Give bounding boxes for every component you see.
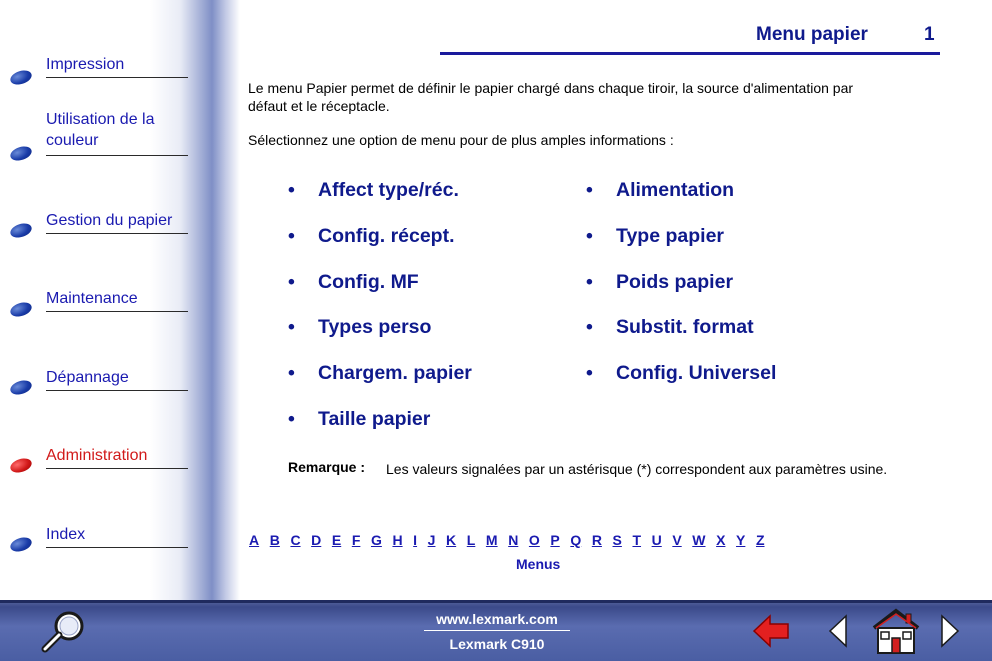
note-label: Remarque : (288, 459, 366, 475)
next-page-icon[interactable] (940, 614, 960, 648)
option-config-recept[interactable] (288, 225, 455, 248)
option-config-universel[interactable] (586, 362, 776, 385)
alpha-link-b[interactable]: B (269, 532, 280, 548)
alpha-link-f[interactable]: F (351, 532, 361, 548)
previous-page-icon[interactable] (828, 614, 848, 648)
alpha-link-c[interactable]: C (290, 532, 301, 548)
option-label: Type papier (616, 225, 725, 247)
bullet: • (586, 179, 593, 201)
alpha-link-e[interactable]: E (331, 532, 342, 548)
option-label: Config. récept. (318, 225, 455, 247)
alpha-link-w[interactable]: W (692, 532, 706, 548)
option-config-mf[interactable] (288, 271, 419, 294)
note-text: Les valeurs signalées par un astérisque (*) correspondent aux paramètres usine. (386, 461, 888, 477)
option-types-perso[interactable] (288, 316, 431, 339)
divider (46, 547, 188, 548)
option-label: Alimentation (616, 179, 735, 201)
option-label: Chargem. papier (318, 362, 472, 384)
sidebar-item-label: Gestion du papier (46, 212, 173, 229)
alpha-link-g[interactable]: G (370, 532, 382, 548)
search-icon[interactable] (38, 609, 90, 655)
option-chargem-papier[interactable] (288, 362, 472, 385)
option-affect-type[interactable] (288, 179, 459, 202)
divider (46, 311, 188, 312)
alphabet-index (249, 532, 775, 548)
alpha-link-h[interactable]: H (392, 532, 403, 548)
blue-bullet-icon (9, 221, 34, 240)
option-poids-papier[interactable] (586, 271, 733, 294)
alpha-link-m[interactable]: M (485, 532, 498, 548)
alpha-link-u[interactable]: U (651, 532, 662, 548)
divider (46, 233, 188, 234)
blue-bullet-icon (9, 144, 34, 163)
sidebar-item-label: Utilisation de la (46, 111, 155, 128)
alpha-link-j[interactable]: J (427, 532, 436, 548)
option-label: Taille papier (318, 408, 431, 430)
sidebar-item-label: Administration (46, 447, 148, 464)
option-type-papier[interactable] (586, 225, 724, 248)
bullet: • (288, 362, 295, 384)
option-substit-format[interactable] (586, 316, 754, 339)
alpha-link-n[interactable]: N (508, 532, 519, 548)
blue-bullet-icon (9, 378, 34, 397)
sidebar-item-label: Impression (46, 56, 125, 73)
back-arrow-icon[interactable] (752, 614, 790, 648)
divider (46, 390, 188, 391)
sidebar-item-label-line2: couleur (46, 132, 99, 149)
menus-link[interactable]: Menus (516, 556, 561, 572)
blue-bullet-icon (9, 68, 34, 87)
option-label: Affect type/réc. (318, 179, 459, 201)
alpha-link-y[interactable]: Y (736, 532, 746, 548)
alpha-link-a[interactable]: A (249, 532, 260, 548)
intro-text: Le menu Papier permet de définir le papier chargé dans chaque tiroir, la source d'alimentation par défaut et le réceptacle. (248, 80, 854, 114)
sidebar-item-label: Index (46, 526, 86, 543)
bullet: • (288, 271, 295, 293)
bullet: • (288, 225, 295, 247)
alpha-link-o[interactable]: O (528, 532, 540, 548)
divider (46, 155, 188, 156)
bullet: • (288, 316, 295, 338)
alpha-link-s[interactable]: S (612, 532, 622, 548)
bullet: • (288, 408, 295, 430)
alpha-link-k[interactable]: K (446, 532, 457, 548)
alpha-link-v[interactable]: V (672, 532, 682, 548)
select-prompt: Sélectionnez une option de menu pour de plus amples informations : (248, 132, 674, 148)
footer-model: Lexmark C910 (449, 636, 545, 652)
alpha-link-r[interactable]: R (591, 532, 602, 548)
option-label: Config. Universel (616, 362, 777, 384)
red-bullet-icon (9, 456, 34, 475)
blue-bullet-icon (9, 535, 34, 554)
sidebar (0, 0, 240, 600)
bullet: • (586, 316, 593, 338)
option-label: Substit. format (616, 316, 754, 338)
bullet: • (586, 225, 593, 247)
sidebar-item-label: Dépannage (46, 369, 129, 386)
bullet: • (586, 362, 593, 384)
page-title: Menu papier (756, 24, 868, 45)
alpha-link-d[interactable]: D (311, 532, 322, 548)
alpha-link-x[interactable]: X (716, 532, 726, 548)
divider (46, 468, 188, 469)
alpha-link-q[interactable]: Q (570, 532, 582, 548)
option-label: Config. MF (318, 271, 419, 293)
alpha-link-l[interactable]: L (466, 532, 476, 548)
page-number: 1 (924, 24, 935, 45)
bullet: • (288, 179, 295, 201)
alpha-link-z[interactable]: Z (755, 532, 765, 548)
alpha-link-t[interactable]: T (632, 532, 642, 548)
sidebar-item-label: Maintenance (46, 290, 138, 307)
header-divider (440, 52, 940, 55)
option-alimentation[interactable] (586, 179, 734, 202)
alpha-link-p[interactable]: P (550, 532, 560, 548)
divider (46, 77, 188, 78)
home-icon[interactable] (866, 608, 926, 656)
option-taille-papier[interactable] (288, 408, 430, 431)
bullet: • (586, 271, 593, 293)
footer-url-link[interactable]: www.lexmark.com (424, 611, 570, 631)
blue-bullet-icon (9, 300, 34, 319)
alpha-link-i[interactable]: I (413, 532, 418, 548)
option-label: Types perso (318, 316, 432, 338)
option-label: Poids papier (616, 271, 734, 293)
